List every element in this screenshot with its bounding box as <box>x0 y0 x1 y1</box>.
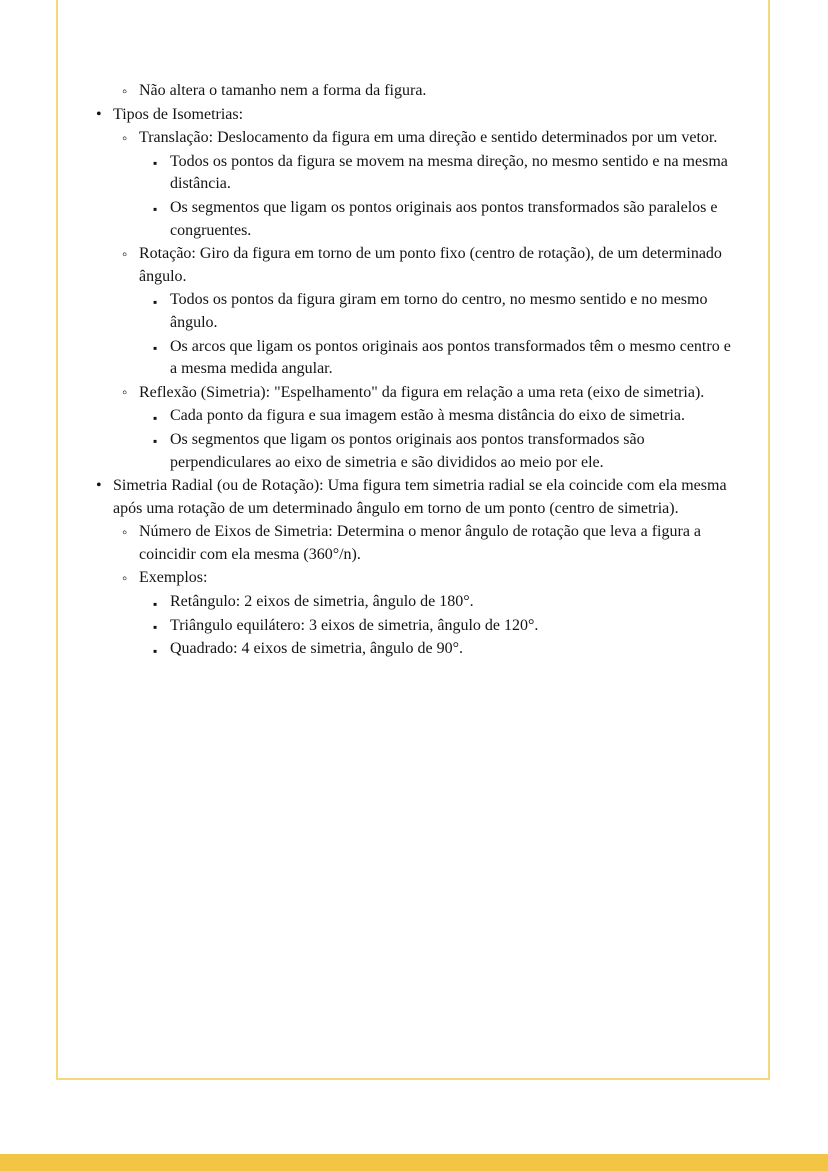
list-item-text: Retângulo: 2 eixos de simetria, ângulo de 180°. <box>170 593 474 611</box>
list-item-text: Os segmentos que ligam os pontos originais aos pontos transformados são perpendiculares ao eixo de simetria e são divididos ao meio por ele. <box>170 430 645 471</box>
square-bullet-icon: ▪ <box>153 434 158 449</box>
square-bullet-icon: ▪ <box>153 156 158 171</box>
list-item-text: Rotação: Giro da figura em torno de um ponto fixo (centro de rotação), de um determinado ângulo. <box>139 245 722 285</box>
list-item <box>96 104 738 127</box>
list-item-text: Não altera o tamanho nem a forma da figura. <box>139 82 427 99</box>
list-item <box>153 151 738 196</box>
square-bullet-icon: ▪ <box>153 202 158 217</box>
square-bullet-icon: ▪ <box>153 596 158 611</box>
list-item <box>96 475 738 520</box>
list-item <box>122 80 738 103</box>
list-item-text: Reflexão (Simetria): "Espelhamento" da figura em relação a uma reta (eixo de simetria). <box>139 383 705 401</box>
list-item <box>153 429 738 474</box>
list-item-text: Quadrado: 4 eixos de simetria, ângulo de 90°. <box>170 640 463 658</box>
list-item-text: Número de Eixos de Simetria: Determina o menor ângulo de rotação que leva a figura a coincidir com ela mesma (360°/n). <box>139 523 702 563</box>
square-bullet-icon: ▪ <box>153 620 158 635</box>
footer-accent-bar <box>0 1154 828 1171</box>
list-item <box>122 567 738 590</box>
circle-bullet-icon: ◦ <box>122 246 128 263</box>
notes-outline-list <box>96 80 738 661</box>
list-item-text: Todos os pontos da figura giram em torno do centro, no mesmo sentido e no mesmo ângulo. <box>170 291 708 331</box>
circle-bullet-icon: ◦ <box>122 83 128 100</box>
list-item <box>153 405 738 428</box>
list-item <box>153 615 738 638</box>
document-page <box>56 0 770 1080</box>
list-item <box>122 521 738 566</box>
disc-bullet-icon: • <box>96 105 102 123</box>
list-item <box>153 289 738 334</box>
circle-bullet-icon: ◦ <box>122 524 128 541</box>
list-item-text: Tipos de Isometrias: <box>113 105 244 123</box>
list-item <box>122 243 738 288</box>
list-item <box>153 591 738 614</box>
list-item <box>153 336 738 381</box>
list-item <box>122 127 738 150</box>
list-item-text: Os segmentos que ligam os pontos originais aos pontos transformados são paralelos e congruentes. <box>170 198 718 239</box>
list-item <box>122 382 738 405</box>
list-item-text: Cada ponto da figura e sua imagem estão à mesma distância do eixo de simetria. <box>170 407 685 425</box>
list-item-text: Todos os pontos da figura se movem na mesma direção, no mesmo sentido e na mesma distância. <box>170 152 728 193</box>
document-content <box>96 80 738 662</box>
square-bullet-icon: ▪ <box>153 341 158 356</box>
list-item-text: Simetria Radial (ou de Rotação): Uma figura tem simetria radial se ela coincide com ela mesma após uma rotação de um determinado ângulo em torno de um ponto (centro de simetria). <box>113 477 727 517</box>
list-item <box>153 197 738 242</box>
list-item-text: Triângulo equilátero: 3 eixos de simetria, ângulo de 120°. <box>170 616 539 634</box>
circle-bullet-icon: ◦ <box>122 130 128 147</box>
square-bullet-icon: ▪ <box>153 294 158 309</box>
disc-bullet-icon: • <box>96 477 102 495</box>
circle-bullet-icon: ◦ <box>122 570 128 587</box>
circle-bullet-icon: ◦ <box>122 385 128 402</box>
square-bullet-icon: ▪ <box>153 643 158 658</box>
list-item-text: Os arcos que ligam os pontos originais aos pontos transformados têm o mesmo centro e a mesma medida angular. <box>170 337 731 378</box>
list-item-text: Exemplos: <box>139 569 208 587</box>
list-item-text: Translação: Deslocamento da figura em uma direção e sentido determinados por um vetor. <box>139 129 718 147</box>
square-bullet-icon: ▪ <box>153 410 158 425</box>
list-item <box>153 638 738 661</box>
